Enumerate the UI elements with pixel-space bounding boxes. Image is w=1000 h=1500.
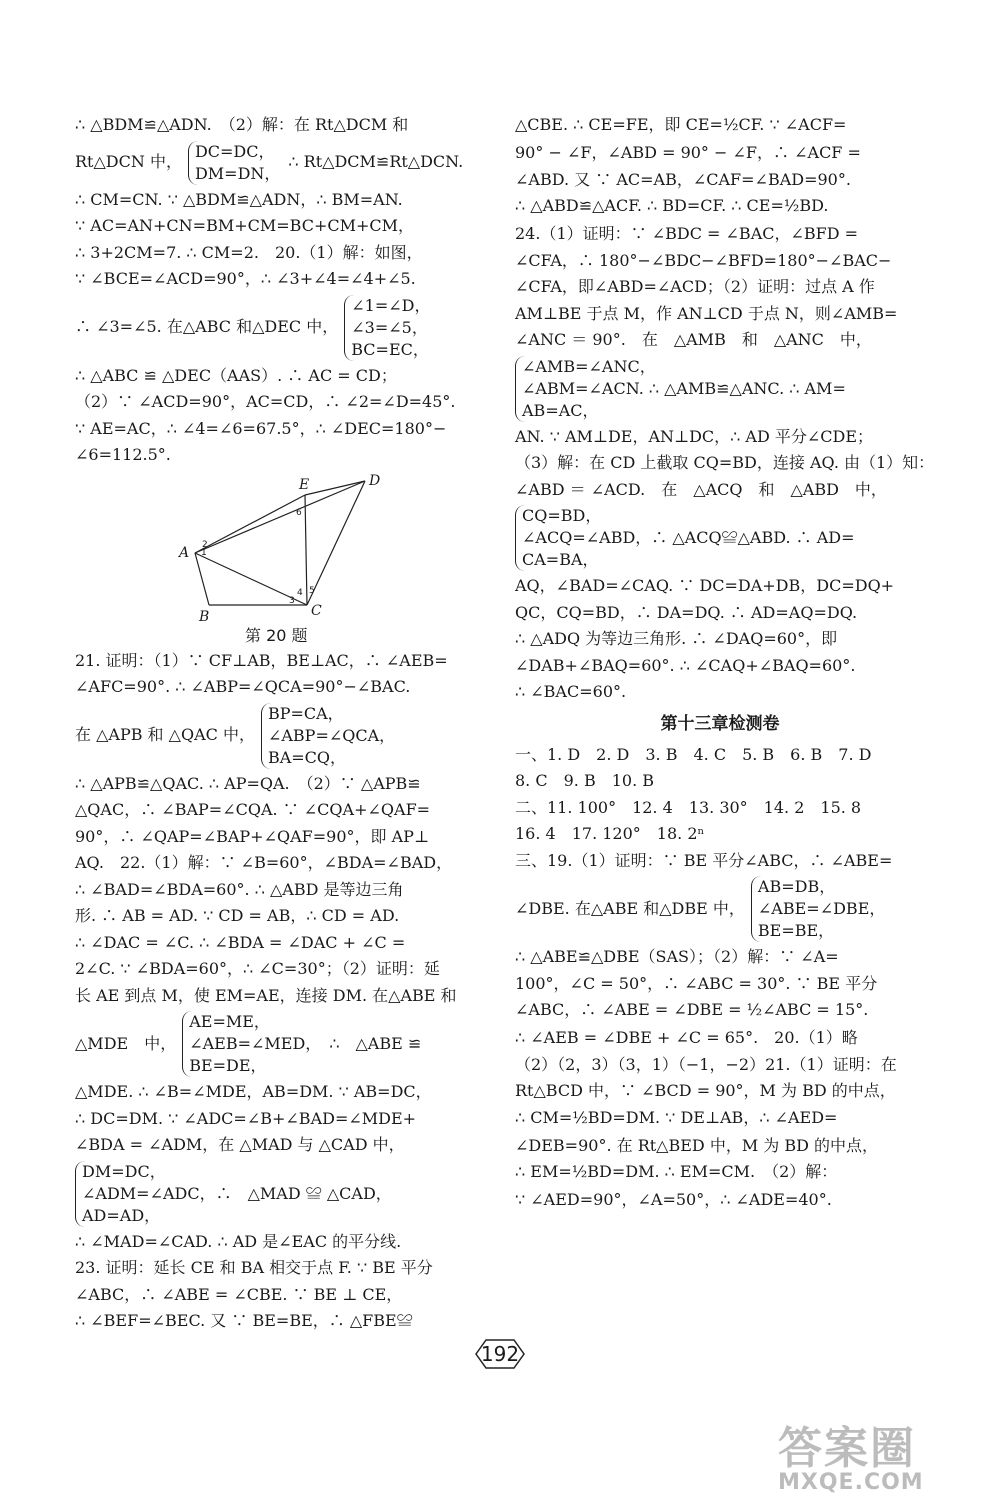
text-line: ∴ △APB≌△QAC. ∴ AP=QA. （2）∵ △APB≌	[75, 773, 421, 793]
segment-ED	[305, 481, 365, 495]
text-line: （3）解：在 CD 上截取 CQ=BD，连接 AQ. 由（1）知：	[515, 453, 935, 472]
page-number-text: 192	[480, 1342, 520, 1366]
equation: ∠1=∠D，	[351, 295, 431, 315]
angle-label-5: 5	[309, 585, 315, 596]
watermark-text: 答案圈	[778, 1423, 916, 1474]
segment-EC	[305, 495, 307, 605]
text-line: ∴ 3+2CM=7. ∴ CM=2. 20.（1）解：如图，	[75, 242, 423, 262]
text-line: 形. ∴ AB = AD. ∵ CD = AB，∴ CD = AD.	[75, 906, 400, 925]
text-line: AM⊥BE 于点 M，作 AN⊥CD 于点 N，则∠AMB=	[515, 303, 898, 323]
page-number	[470, 1337, 530, 1371]
text-line: 23. 证明：延长 CE 和 BA 相交于点 F. ∵ BE 平分	[75, 1258, 433, 1277]
watermark-url: MXQE.COM	[778, 1470, 924, 1495]
text-line: ∠ABC，∴ ∠ABE = ∠CBE. ∵ BE ⊥ CE，	[75, 1284, 403, 1304]
text-line: ∴ ∠DAC = ∠C. ∴ ∠BDA = ∠DAC + ∠C =	[75, 932, 406, 952]
text-line: ∴ △ABE≌△DBE（SAS）；（2）解：∵ ∠A=	[515, 947, 839, 966]
equation: AD=AD，	[82, 1205, 161, 1225]
text-line: △MDE 中，	[75, 1033, 177, 1053]
label-D: D	[369, 472, 381, 489]
equation: BC=EC，	[351, 339, 429, 359]
system-of-equations	[75, 295, 485, 361]
segment-AB	[195, 553, 209, 605]
text-line: ∠AFC=90°. ∴ ∠ABP=∠QCA=90°−∠BAC.	[75, 677, 411, 696]
text-line: ∴ ∠MAD=∠CAD. ∴ AD 是∠EAC 的平分线.	[75, 1231, 402, 1251]
system-of-equations	[515, 876, 925, 942]
text-line: 2∠C. ∵ ∠BDA=60°，∴ ∠C=30°；（2）证明：延	[75, 959, 440, 978]
text-line: 24.（1）证明：∵ ∠BDC = ∠BAC，∠BFD =	[515, 224, 859, 243]
equation: BA=CQ，	[267, 747, 347, 767]
text-line: △QAC，∴ ∠BAP=∠CQA. ∵ ∠CQA+∠QAF=	[75, 800, 431, 819]
text-line: ∴ DC=DM. ∵ ∠ADC=∠B+∠BAD=∠MDE+	[75, 1108, 417, 1128]
answer-line: 16. 4 17. 120° 18. 2ⁿ	[515, 824, 705, 843]
text-line: ∠ABD ＝ ∠ACD. 在 △ACQ 和 △ABD 中，	[515, 479, 887, 499]
text-line: ∠CFA，即∠ABD=∠ACD；（2）证明：过点 A 作	[515, 277, 875, 296]
angle-label-4: 4	[297, 587, 303, 598]
text-line: ∵ ∠AED=90°，∠A=50°，∴ ∠ADE=40°.	[515, 1190, 832, 1209]
text-line: ∵ ∠BCE=∠ACD=90°，∴ ∠3+∠4=∠4+∠5.	[75, 269, 416, 288]
equation: CQ=BD，	[522, 506, 602, 525]
system-of-equations	[75, 703, 485, 769]
text-line: ∠ABC，∴ ∠ABE = ∠DBE = ½∠ABC = 15°.	[515, 1000, 869, 1019]
text-line: ∵ AC=AN+CN=BM+CM=BC+CM+CM，	[75, 216, 415, 235]
text-line: ∴ △ADQ 为等边三角形. ∴ ∠DAQ=60°，即	[515, 629, 838, 648]
text-line: ∠DEB=90°. 在 Rt△BED 中，M 为 BD 的中点，	[515, 1135, 879, 1155]
angle-label-2: 2	[202, 539, 208, 550]
answer-line: 一、1. D 2. D 3. B 4. C 5. B 6. B 7. D	[515, 744, 872, 764]
text-line: ∴ △ABD≌△ACF. ∴ BD=CF. ∴ CE=½BD.	[515, 196, 829, 215]
text-line: ∴ CM=CN. ∵ △BDM≌△ADN，∴ BM=AN.	[75, 189, 403, 209]
angle-label-3: 3	[289, 595, 295, 606]
equation: CA=BA，	[522, 550, 599, 569]
text-line: ∴ ∠3=∠5. 在△ABC 和△DEC 中，	[75, 317, 339, 337]
equation: BP=CA，	[267, 703, 344, 723]
equation: BE=DE，	[189, 1056, 267, 1075]
equation: DC=DC，	[194, 141, 275, 161]
text-line: ∠CFA，∴ 180°−∠BDC−∠BFD=180°−∠BAC−	[515, 250, 892, 270]
segment-CD	[307, 481, 365, 605]
text-line: ∴ CM=½BD=DM. ∵ DE⊥AB，∴ ∠AED=	[515, 1107, 838, 1127]
text-line: ∠DBE. 在△ABE 和△DBE 中，	[515, 898, 745, 918]
text-line: ∴ ∠AEB = ∠DBE + ∠C = 65°. 20.（1）略	[515, 1028, 858, 1047]
equation: ∠ACQ=∠ABD，∴ △ACQ≌△ABD. ∴ AD=	[522, 528, 855, 547]
text-line: △CBE. ∴ CE=FE，即 CE=½CF. ∵ ∠ACF=	[515, 115, 847, 134]
equation: ∠AMB=∠ANC，	[522, 356, 656, 376]
equation: ∠AEB=∠MED，	[189, 1034, 322, 1053]
label-B: B	[199, 608, 210, 623]
equation: ∠ABE=∠DBE，	[757, 899, 886, 918]
triangle-diagram	[165, 473, 405, 623]
equation: DM=DC，	[82, 1161, 166, 1181]
text-line: ∴ ∠BAC=60°.	[515, 682, 627, 701]
equation: DM=DN，	[194, 163, 281, 183]
text-line: ∠DAB+∠BAQ=60°. ∴ ∠CAQ+∠BAQ=60°.	[515, 655, 856, 675]
text-line: AQ. 22.（1）解：∵ ∠B=60°，∠BDA=∠BAD，	[75, 853, 453, 872]
figure-caption: 第 20 题	[245, 625, 308, 645]
equation: ∠ABM=∠ACN. ∴ △AMB≌△ANC. ∴ AM=	[522, 378, 846, 398]
text-line: ∴ Rt△DCM≌Rt△DCN.	[288, 152, 464, 172]
equation: AE=ME，	[189, 1012, 270, 1031]
text-line: ∠BDA = ∠ADM，在 △MAD 与 △CAD 中，	[75, 1135, 405, 1154]
text-line: ∠6=112.5°.	[75, 445, 171, 464]
equation: ∠ADM=∠ADC，∴ △MAD ≌ △CAD，	[82, 1183, 392, 1203]
text-line: ∠ANC ＝ 90°. 在 △AMB 和 △ANC 中，	[515, 330, 872, 349]
answer-line: 二、11. 100° 12. 4 13. 30° 14. 2 15. 8	[515, 797, 862, 817]
left-column	[75, 112, 485, 1335]
text-line: ∵ AE=AC，∴ ∠4=∠6=67.5°，∴ ∠DEC=180°−	[75, 418, 447, 438]
equation: ∠3=∠5，	[351, 317, 428, 337]
text-line: 100°，∠C = 50°，∴ ∠ABC = 30°. ∵ BE 平分	[515, 973, 878, 993]
right-column	[515, 112, 935, 1214]
text-line: 长 AE 到点 M，使 EM=AE，连接 DM. 在△ABE 和	[75, 985, 457, 1005]
label-A: A	[179, 544, 190, 561]
text-line: 90° − ∠F，∠ABD = 90° − ∠F，∴ ∠ACF =	[515, 143, 861, 162]
text-line: ∴ ∠BEF=∠BEC. 又 ∵ BE=BE，∴ △FBE≌	[75, 1311, 413, 1330]
text-line: ∴ ∠BAD=∠BDA=60°. ∴ △ABD 是等边三角	[75, 879, 404, 899]
text-line: △MDE. ∴ ∠B=∠MDE，AB=DM. ∵ AB=DC，	[75, 1082, 432, 1101]
system-of-equations	[515, 356, 925, 422]
watermark-logo	[778, 1412, 988, 1495]
text-line: 在 △APB 和 △QAC 中，	[75, 725, 255, 745]
equation: BE=BE，	[757, 921, 835, 940]
text-line: ∴ △ABC ≌ △DEC（AAS）. ∴ AC = CD；	[75, 365, 397, 385]
text-line: ∴ △ABE ≌	[329, 1033, 422, 1053]
segment-AD	[195, 481, 365, 553]
text-line: AN. ∵ AM⊥DE，AN⊥DC，∴ AD 平分∠CDE；	[515, 426, 874, 446]
label-C: C	[311, 602, 322, 619]
text-line: 21. 证明：（1）∵ CF⊥AB，BE⊥AC，∴ ∠AEB=	[75, 650, 448, 670]
system-of-equations	[75, 1161, 485, 1227]
label-E: E	[299, 476, 310, 493]
text-line: （2）∵ ∠ACD=90°，AC=CD，∴ ∠2=∠D=45°.	[75, 392, 456, 411]
system-of-equations	[75, 141, 485, 185]
system-of-equations	[75, 1011, 485, 1077]
text-line: QC，CQ=BD，∴ DA=DQ. ∴ AD=AQ=DQ.	[515, 602, 858, 622]
text-line: 90°，∴ ∠QAP=∠BAP+∠QAF=90°，即 AP⊥	[75, 826, 429, 846]
geometry-figure	[75, 473, 485, 648]
segment-AE	[195, 495, 305, 553]
angle-label-1: 1	[201, 547, 207, 558]
text-line: ∴ EM=½BD=DM. ∴ EM=CM. （2）解：	[515, 1162, 838, 1181]
text-line: Rt△DCN 中，	[75, 152, 182, 172]
equation: AB=AC，	[522, 400, 599, 420]
text-line: （2）（2，3）（3，1）（−1，−2）21.（1）证明：在	[515, 1054, 897, 1074]
text-line: 三、19.（1）证明：∵ BE 平分∠ABC，∴ ∠ABE=	[515, 850, 893, 870]
text-line: Rt△BCD 中，∵ ∠BCD = 90°，M 为 BD 的中点，	[515, 1081, 896, 1100]
answer-line: 8. C 9. B 10. B	[515, 771, 654, 790]
equation: ∠ABP=∠QCA，	[267, 725, 396, 745]
equation: AB=DB，	[757, 877, 836, 896]
system-of-equations	[515, 505, 925, 571]
text-line: ∠ABD. 又 ∵ AC=AB，∠CAF=∠BAD=90°.	[515, 169, 851, 189]
text-line: AQ，∠BAD=∠CAQ. ∵ DC=DA+DB，DC=DQ+	[515, 576, 895, 595]
angle-label-6: 6	[296, 507, 302, 518]
section-title: 第十三章检测卷	[660, 713, 780, 734]
text-line: ∴ △BDM≌△ADN. （2）解：在 Rt△DCM 和	[75, 115, 409, 134]
